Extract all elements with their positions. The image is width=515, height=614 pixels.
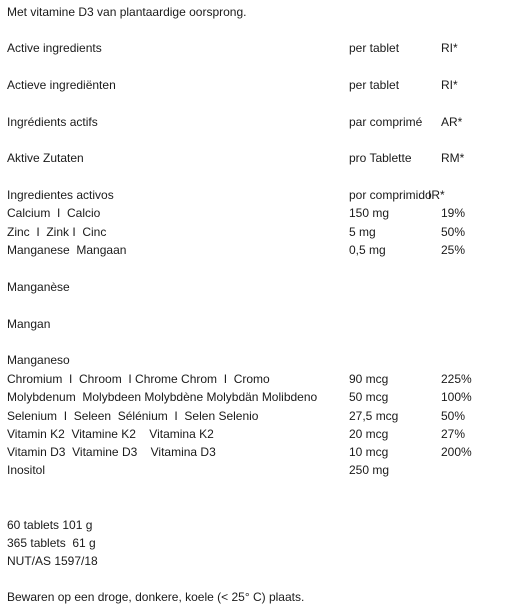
header-ri: AR* <box>441 115 463 129</box>
table-row <box>0 426 515 442</box>
header-label: Aktive Zutaten <box>7 151 84 165</box>
ingredient-ri: 19% <box>441 206 466 220</box>
header-ri: IR* <box>428 188 445 202</box>
ingredient-name: Zinc I Zink I Cinc <box>7 225 107 239</box>
ingredient-name: Manganèse <box>7 280 70 294</box>
table-row <box>0 242 515 258</box>
ingredient-name: Manganeso <box>7 353 70 367</box>
table-row <box>0 279 515 295</box>
header-row-de <box>0 150 515 166</box>
table-row <box>0 352 515 368</box>
ingredient-amount: 27,5 mcg <box>349 409 399 423</box>
ingredient-name: Calcium I Calcio <box>7 206 101 220</box>
ingredient-ri: 200% <box>441 445 472 459</box>
header-row-es <box>0 187 515 203</box>
header-per: per tablet <box>349 41 400 55</box>
header-ri: RI* <box>441 78 458 92</box>
header-label: Active ingredients <box>7 41 102 55</box>
header-row-nl <box>0 77 515 93</box>
ingredient-amount: 250 mg <box>349 463 390 477</box>
header-label: Ingrédients actifs <box>7 115 98 129</box>
table-row <box>0 205 515 221</box>
intro-text: Met vitamine D3 van plantaardige oorsprong. <box>7 5 247 19</box>
notification-number: NUT/AS 1597/18 <box>7 554 98 568</box>
ingredient-amount: 0,5 mg <box>349 243 386 257</box>
ingredient-amount: 150 mg <box>349 206 390 220</box>
ingredient-ri: 225% <box>441 372 472 386</box>
ingredient-amount: 50 mcg <box>349 390 389 404</box>
header-ri: RI* <box>441 41 458 55</box>
header-per: per tablet <box>349 78 400 92</box>
header-per: par comprimé <box>349 115 423 129</box>
storage-instructions: Bewaren op een droge, donkere, koele (< 25° C) plaats. <box>7 590 305 604</box>
ingredient-ri: 25% <box>441 243 466 257</box>
pack-size-60: 60 tablets 101 g <box>7 518 93 532</box>
table-row <box>0 224 515 240</box>
table-row <box>0 389 515 405</box>
ingredient-ri: 50% <box>441 409 466 423</box>
pack-size-365: 365 tablets 61 g <box>7 536 96 550</box>
ingredient-name: Vitamin K2 Vitamine K2 Vitamina K2 <box>7 427 214 441</box>
ingredient-name: Manganese Mangaan <box>7 243 127 257</box>
header-label: Ingredientes activos <box>7 188 114 202</box>
ingredient-ri: 100% <box>441 390 472 404</box>
ingredient-name: Inositol <box>7 463 46 477</box>
ingredient-ri: 50% <box>441 225 466 239</box>
ingredient-amount: 10 mcg <box>349 445 389 459</box>
table-row <box>0 444 515 460</box>
table-row <box>0 408 515 424</box>
ingredient-amount: 90 mcg <box>349 372 389 386</box>
ingredient-name: Mangan <box>7 317 51 331</box>
ingredient-amount: 20 mcg <box>349 427 389 441</box>
ingredient-name: Selenium I Seleen Sélénium I Selen Selenio <box>7 409 259 423</box>
ingredient-name: Chromium I Chroom I Chrome Chrom I Cromo <box>7 372 270 386</box>
header-ri: RM* <box>441 151 465 165</box>
ingredient-ri: 27% <box>441 427 466 441</box>
table-row <box>0 371 515 387</box>
ingredient-name: Vitamin D3 Vitamine D3 Vitamina D3 <box>7 445 216 459</box>
table-row <box>0 316 515 332</box>
header-label: Actieve ingrediënten <box>7 78 116 92</box>
table-row <box>0 462 515 478</box>
header-row-fr <box>0 114 515 130</box>
header-per: pro Tablette <box>349 151 412 165</box>
ingredient-amount: 5 mg <box>349 225 376 239</box>
header-row-en <box>0 40 515 56</box>
header-per: por comprimido <box>349 188 432 202</box>
ingredient-name: Molybdenum Molybdeen Molybdène Molybdän Molibdeno <box>7 390 318 404</box>
